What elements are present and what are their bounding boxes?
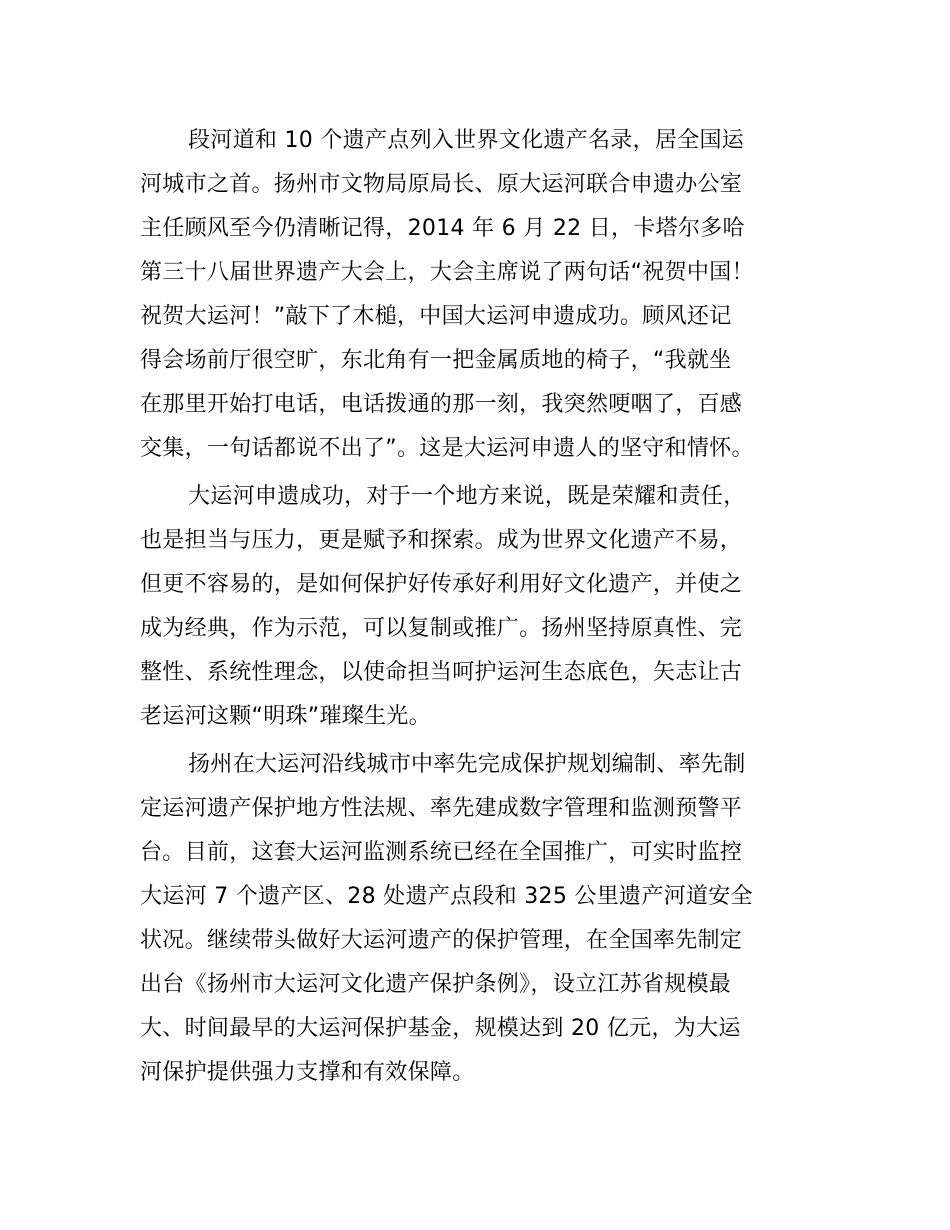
text-line: 状况。继续带头做好大运河遗产的保护管理，在全国率先制定 [140, 928, 743, 953]
text-line: 得会场前厅很空旷，东北角有一把金属质地的椅子，“我就坐 [140, 348, 732, 373]
text-line: 出台《扬州市大运河文化遗产保护条例》，设立江苏省规模最 [140, 972, 732, 997]
text-line: 整性、系统性理念，以使命担当呵护运河生态底色，矢志让古 [140, 660, 743, 685]
text-line: 大运河 7 个遗产区、28 处遗产点段和 325 公里遗产河道安全 [140, 884, 753, 909]
text-line: 主任顾风至今仍清晰记得，2014 年 6 月 22 日，卡塔尔多哈 [140, 216, 745, 241]
text-line: 河保护提供强力支撑和有效保障。 [140, 1060, 475, 1085]
paragraph-2 [140, 475, 840, 739]
text-line: 成为经典，作为示范，可以复制或推广。扬州坚持原真性、完 [140, 616, 743, 641]
text-line: 第三十八届世界遗产大会上，大会主席说了两句话“祝贺中国！ [140, 260, 754, 285]
text-line: 段河道和 10 个遗产点列入世界文化遗产名录，居全国运 [188, 128, 745, 153]
paragraph-1 [140, 119, 840, 471]
text-line: 扬州在大运河沿线城市中率先完成保护规划编制、率先制 [188, 752, 746, 777]
text-line: 但更不容易的，是如何保护好传承好利用好文化遗产，并使之 [140, 572, 743, 597]
text-line: 也是担当与压力，更是赋予和探索。成为世界文化遗产不易， [140, 528, 743, 553]
text-line: 大运河申遗成功，对于一个地方来说，既是荣耀和责任， [188, 484, 746, 509]
paragraph-3 [140, 743, 840, 1095]
text-line: 老运河这颗“明珠”璀璨生光。 [140, 704, 431, 729]
text-line: 大、时间最早的大运河保护基金，规模达到 20 亿元，为大运 [140, 1016, 741, 1041]
text-line: 交集，一句话都说不出了”。这是大运河申遗人的坚守和情怀。 [140, 436, 754, 461]
text-line: 定运河遗产保护地方性法规、率先建成数字管理和监测预警平 [140, 796, 743, 821]
text-line: 在那里开始打电话，电话拨通的那一刻，我突然哽咽了，百感 [140, 392, 743, 417]
text-line: 祝贺大运河！”敲下了木槌，中国大运河申遗成功。顾风还记 [140, 304, 732, 329]
text-line: 河城市之首。扬州市文物局原局长、原大运河联合申遗办公室 [140, 172, 743, 197]
text-line: 台。目前，这套大运河监测系统已经在全国推广，可实时监控 [140, 840, 743, 865]
